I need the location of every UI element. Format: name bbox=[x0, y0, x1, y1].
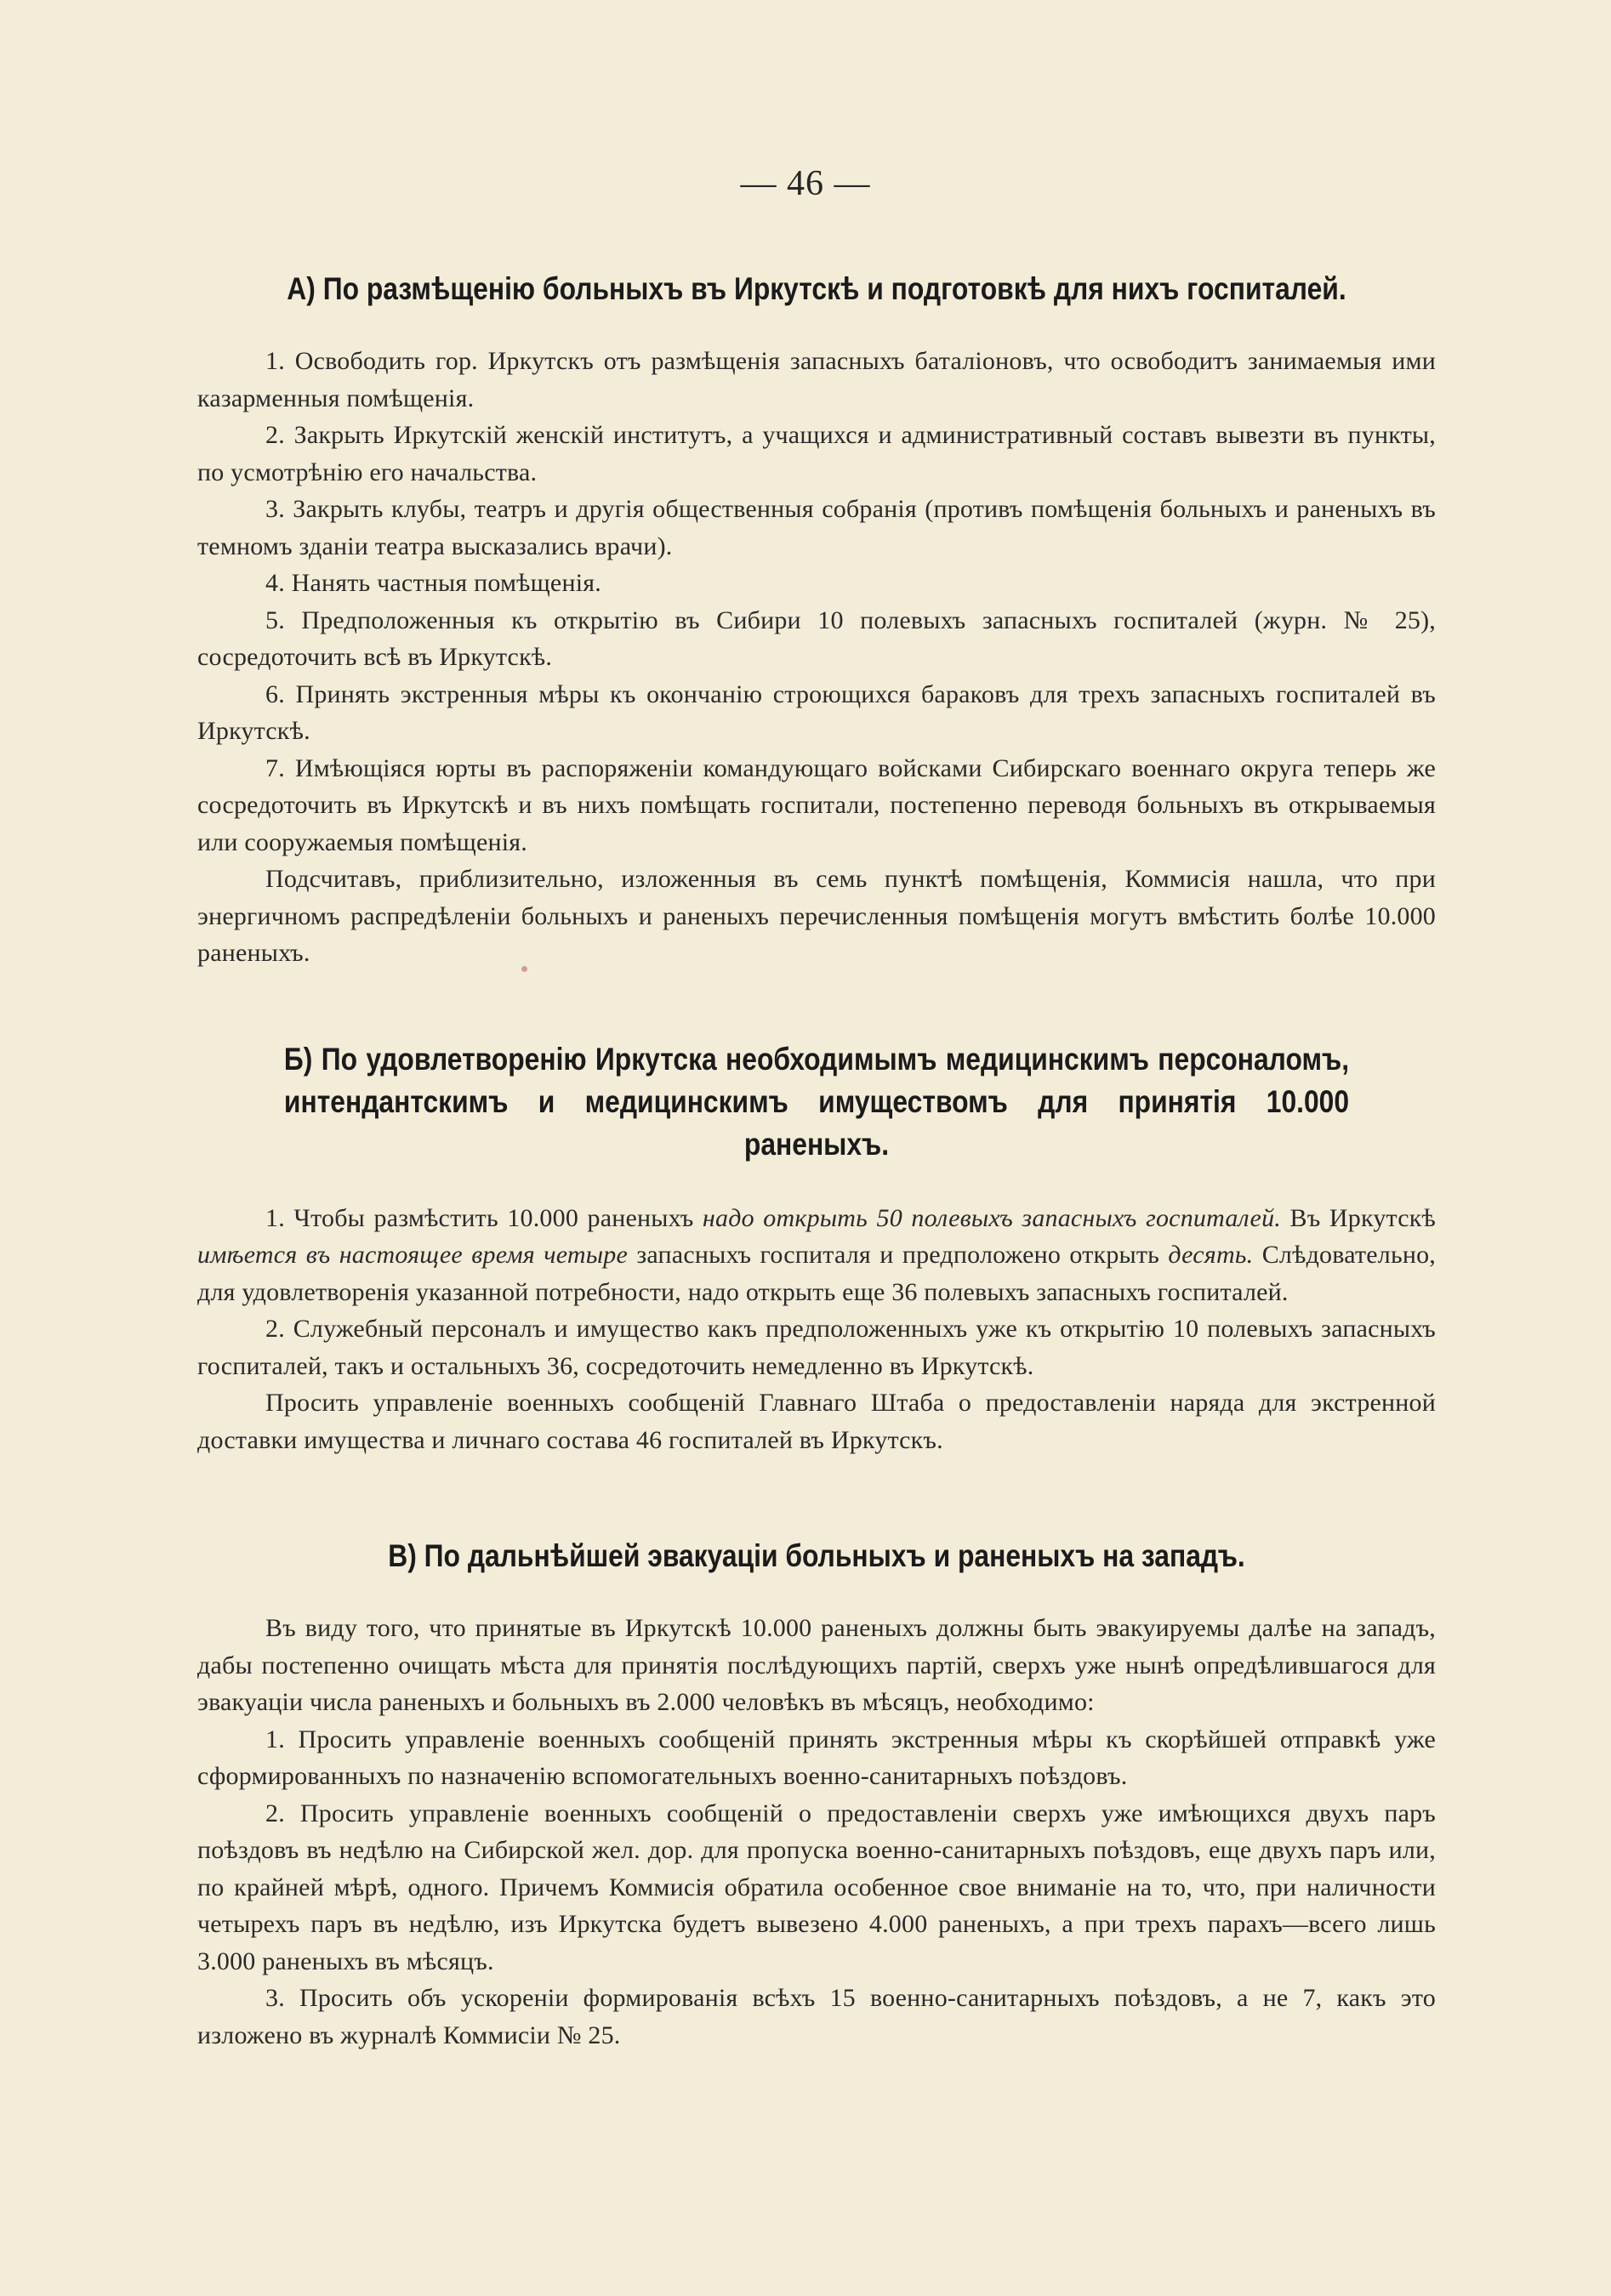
section-b-item-1-text-d: Слѣдовательно, для удовлетворенія указанной потребности, надо открыть еще 36 полевыхъ запасныхъ госпиталей. bbox=[197, 1241, 1436, 1306]
section-b-request: Просить управленіе военныхъ сообщеній Главнаго Штаба о предоставленіи наряда для экстренной доставки имущества и личнаго состава 46 госпиталей въ Иркутскъ. bbox=[197, 1389, 1436, 1454]
page-number: — 46 — bbox=[740, 164, 871, 203]
section-c bbox=[197, 1535, 1436, 2054]
section-a-item-2: 2. Закрыть Иркутскій женскій институтъ, а учащихся и административный составъ вывезти въ пункты, по усмотрѣнію его начальства. bbox=[197, 421, 1436, 486]
section-b-item-1-text-b: Въ Иркутскѣ bbox=[1280, 1203, 1436, 1232]
section-a bbox=[197, 268, 1436, 972]
section-c-item-1: 1. Просить управленіе военныхъ сообщеній принять экстренныя мѣры къ скорѣйшей отправкѣ уже сформированныхъ по назначенію вспомогательныхъ военно-санитарныхъ поѣздовъ. bbox=[197, 1725, 1436, 1790]
section-a-item-6: 6. Принять экстренныя мѣры къ окончанію строющихся бараковъ для трехъ запасныхъ госпиталей въ Иркутскѣ. bbox=[197, 679, 1436, 745]
section-a-heading: А) По размѣщенію больныхъ въ Иркутскѣ и подготовкѣ для нихъ госпиталей. bbox=[287, 271, 1346, 306]
section-c-intro: Въ виду того, что принятые въ Иркутскѣ 10.000 раненыхъ должны быть эвакуируемы далѣе на западъ, дабы постепенно очищать мѣста для принятія послѣдующихъ партій, сверхъ уже нынѣ опредѣлившагося для эвакуаціи числа раненыхъ и больныхъ въ 2.000 человѣкъ въ мѣсяцъ, необходимо: bbox=[197, 1614, 1436, 1716]
section-b-item-1-italic-1: надо открыть 50 полевыхъ запасныхъ госпиталей. bbox=[702, 1203, 1281, 1232]
section-a-item-7: 7. Имѣющіяся юрты въ распоряженіи командующаго войсками Сибирскаго военнаго округа теперь же сосредоточить въ Иркутскѣ и въ нихъ помѣщать госпитали, постепенно переводя больныхъ въ открываемыя или сооружаемыя помѣщенія. bbox=[197, 753, 1436, 856]
section-b-item-1-italic-3: десять. bbox=[1168, 1241, 1254, 1269]
section-a-summary: Подсчитавъ, приблизительно, изложенныя въ семь пунктѣ помѣщенія, Коммисія нашла, что при энергичномъ распредѣленіи больныхъ и раненыхъ перечисленныя помѣщенія могутъ вмѣстить болѣе 10.000 раненыхъ. bbox=[197, 865, 1436, 967]
section-b-item-1-text-c: запасныхъ госпиталя и предположено открыть bbox=[628, 1241, 1169, 1269]
section-c-item-2: 2. Просить управленіе военныхъ сообщеній о предоставленіи сверхъ уже имѣющихся двухъ паръ поѣздовъ въ недѣлю на Сибирской жел. дор. для пропуска военно-санитарныхъ поѣздовъ, еще двухъ паръ или, по крайней мѣрѣ, одного. Причемъ Коммисія обратила особенное свое вниманіе на то, что, при наличности четырехъ паръ въ недѣлю, изъ Иркутска будетъ вывезено 4.000 раненыхъ, а при трехъ парахъ—всего лишь 3.000 раненыхъ въ мѣсяцъ. bbox=[197, 1799, 1436, 1975]
section-c-body bbox=[197, 1610, 1436, 2054]
section-c-heading: В) По дальнѣйшей эвакуаціи больныхъ и раненыхъ на западъ. bbox=[388, 1538, 1245, 1573]
section-a-item-5: 5. Предположенныя къ открытію въ Сибири 10 полевыхъ запасныхъ госпиталей (журн. № 25), сосредоточить всѣ въ Иркутскѣ. bbox=[197, 605, 1436, 671]
section-b bbox=[197, 1038, 1436, 1459]
section-b-body bbox=[197, 1200, 1436, 1459]
section-b-item-1 bbox=[197, 1200, 1436, 1311]
section-a-item-3: 3. Закрыть клубы, театръ и другія общественныя собранія (противъ помѣщенія больныхъ и раненыхъ въ темномъ зданіи театра высказались врачи). bbox=[197, 495, 1436, 560]
section-b-heading: Б) По удовлетворенію Иркутска необходимымъ медицинскимъ персоналомъ, интендантскимъ и медицинскимъ имуществомъ для принятія 10.000 раненыхъ. bbox=[283, 1041, 1350, 1162]
section-c-item-3: 3. Просить объ ускореніи формированія всѣхъ 15 военно-санитарныхъ поѣздовъ, а не 7, какъ это изложено въ журналѣ Коммисіи № 25. bbox=[197, 1984, 1436, 2049]
document-body bbox=[197, 268, 1436, 2054]
section-a-body bbox=[197, 343, 1436, 972]
section-a-item-4: 4. Нанять частныя помѣщенія. bbox=[265, 569, 601, 597]
section-a-item-1: 1. Освободить гор. Иркутскъ отъ размѣщенія запасныхъ баталіоновъ, что освободитъ занимаемыя ими казарменныя помѣщенія. bbox=[197, 347, 1436, 412]
section-b-item-1-italic-2: имѣется въ настоящее время четыре bbox=[197, 1241, 629, 1269]
section-b-item-2: 2. Служебный персоналъ и имущество какъ предположенныхъ уже къ открытію 10 полевыхъ запасныхъ госпиталей, такъ и остальныхъ 36, сосредоточить немедленно въ Иркутскѣ. bbox=[197, 1315, 1436, 1380]
section-b-item-1-text-a: 1. Чтобы размѣстить 10.000 раненыхъ bbox=[265, 1203, 703, 1232]
